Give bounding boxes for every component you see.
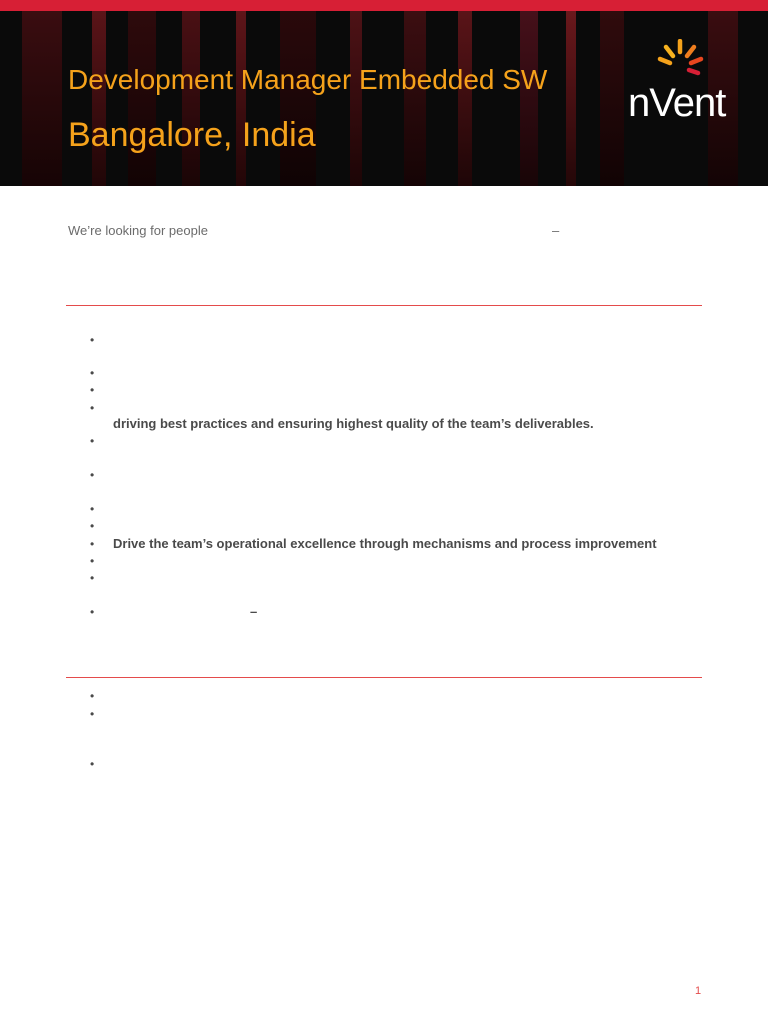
list-bullet: • bbox=[90, 689, 95, 703]
section-divider bbox=[66, 305, 702, 306]
sunburst-ray bbox=[689, 70, 698, 73]
banner-stripe bbox=[280, 11, 316, 186]
sunburst-ray bbox=[666, 47, 673, 56]
list-bullet: • bbox=[90, 333, 95, 347]
banner-stripe bbox=[92, 11, 106, 186]
banner-stripe bbox=[600, 11, 624, 186]
banner-stripe bbox=[128, 11, 156, 186]
sunburst-ray bbox=[687, 47, 694, 56]
header-banner bbox=[0, 11, 768, 186]
banner-stripe bbox=[458, 11, 472, 186]
list-bullet: • bbox=[90, 707, 95, 721]
sunburst-ray bbox=[660, 59, 670, 63]
list-bullet: • bbox=[90, 537, 95, 551]
top-accent-bar bbox=[0, 0, 768, 11]
banner-stripe bbox=[520, 11, 538, 186]
list-bullet: • bbox=[90, 571, 95, 585]
banner-stripe bbox=[236, 11, 246, 186]
banner-stripe bbox=[350, 11, 362, 186]
list-bullet: • bbox=[90, 468, 95, 482]
sunburst-icon bbox=[626, 39, 746, 83]
list-bullet: • bbox=[90, 757, 95, 771]
banner-stripe bbox=[182, 11, 200, 186]
list-bullet: • bbox=[90, 366, 95, 380]
list-bullet: • bbox=[90, 605, 95, 619]
list-bullet: • bbox=[90, 502, 95, 516]
list-item-text: driving best practices and ensuring highest quality of the team’s deliverables. bbox=[113, 416, 594, 431]
job-title: Development Manager Embedded SW bbox=[68, 64, 548, 95]
intro-dash: – bbox=[552, 223, 560, 238]
section-divider bbox=[66, 677, 702, 678]
banner-stripe bbox=[404, 11, 426, 186]
job-location: Bangalore, India bbox=[68, 116, 316, 154]
intro-text: We’re looking for people bbox=[68, 223, 208, 238]
list-bullet: • bbox=[90, 401, 95, 415]
logo-wordmark: nVent bbox=[628, 81, 726, 125]
sunburst-ray bbox=[691, 59, 701, 63]
list-item-text: Drive the team’s operational excellence through mechanisms and process improvement bbox=[113, 536, 657, 551]
list-dash: – bbox=[250, 604, 258, 619]
page-number: 1 bbox=[695, 985, 702, 997]
list-bullet: • bbox=[90, 383, 95, 397]
banner-stripe bbox=[566, 11, 576, 186]
list-bullet: • bbox=[90, 519, 95, 533]
list-bullet: • bbox=[90, 434, 95, 448]
nvent-logo bbox=[626, 39, 746, 129]
banner-stripe bbox=[22, 11, 62, 186]
list-bullet: • bbox=[90, 554, 95, 568]
